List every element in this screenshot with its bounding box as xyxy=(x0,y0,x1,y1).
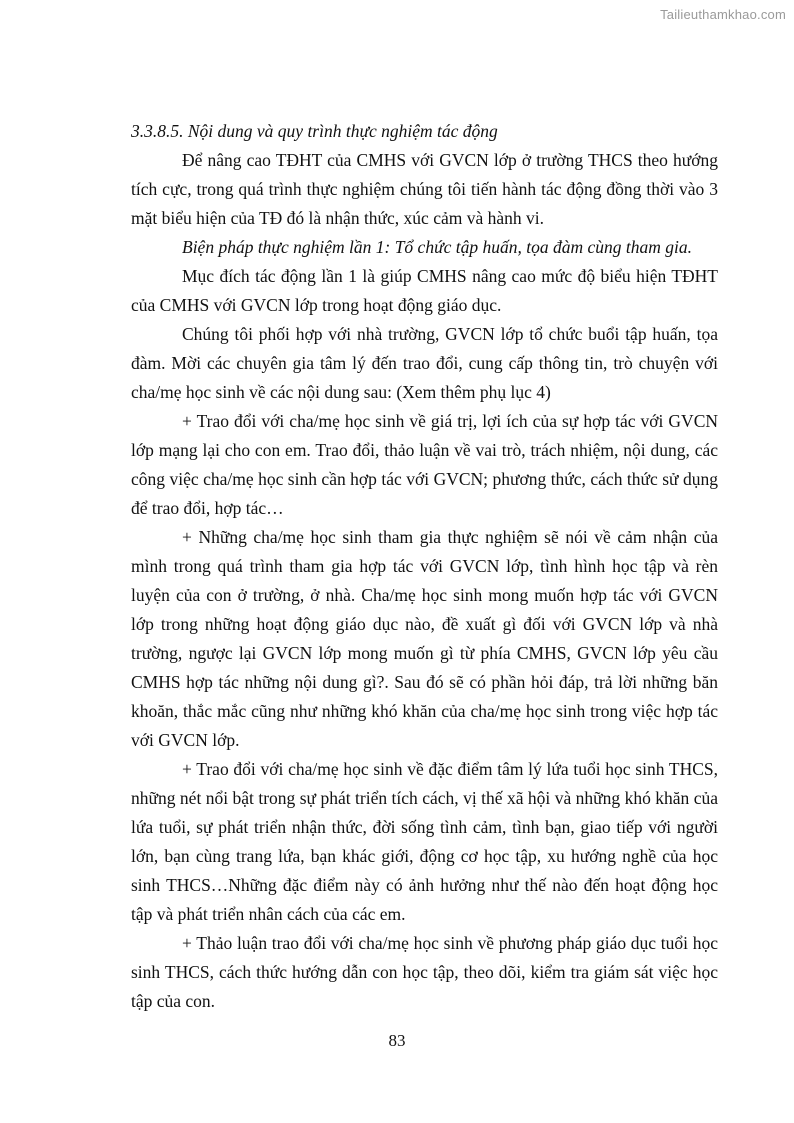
paragraph-item-value: + Trao đổi với cha/mẹ học sinh về giá trị, lợi ích của sự hợp tác với GVCN lớp mạng lại cho con em. Trao đổi, thảo luận về vai trò, trách nhiệm, nội dung, các công việc cha/mẹ học sinh cần hợp tác với GVCN; phương thức, cách thức sử dụng để trao đổi, hợp tác… xyxy=(131,411,718,518)
paragraph-item-methods: + Thảo luận trao đổi với cha/mẹ học sinh về phương pháp giáo dục tuổi học sinh THCS, cách thức hướng dẫn con học tập, theo dõi, kiểm tra giám sát việc học tập của con. xyxy=(131,933,718,1011)
paragraph-purpose: Mục đích tác động lần 1 là giúp CMHS nâng cao mức độ biểu hiện TĐHT của CMHS với GVCN lớp trong hoạt động giáo dục. xyxy=(131,266,718,315)
paragraph-intro: Để nâng cao TĐHT của CMHS với GVCN lớp ở trường THCS theo hướng tích cực, trong quá trình thực nghiệm chúng tôi tiến hành tác động đồng thời vào 3 mặt biểu hiện của TĐ đó là nhận thức, xúc cảm và hành vi. xyxy=(131,150,718,228)
document-body xyxy=(131,117,718,1016)
paragraph-item-feedback: + Những cha/mẹ học sinh tham gia thực nghiệm sẽ nói về cảm nhận của mình trong quá trình tham gia hợp tác với GVCN lớp, tình hình học tập và rèn luyện của con ở trường, ở nhà. Cha/mẹ học sinh mong muốn hợp tác với GVCN lớp trong những hoạt động giáo dục nào, đề xuất gì đối với GVCN lớp và nhà trường, ngược lại GVCN lớp mong muốn gì từ phía CMHS, GVCN lớp yêu cầu CMHS hợp tác những nội dung gì?. Sau đó sẽ có phần hỏi đáp, trả lời những băn khoăn, thắc mắc cũng như những khó khăn của cha/mẹ học sinh trong việc hợp tác với GVCN lớp. xyxy=(131,527,718,750)
paragraph-item-psychology: + Trao đổi với cha/mẹ học sinh về đặc điểm tâm lý lứa tuổi học sinh THCS, những nét nổi bật trong sự phát triển tích cách, vị thế xã hội và những khó khăn của lứa tuổi, sự phát triển nhận thức, đời sống tình cảm, tình bạn, giao tiếp với người lớn, bạn cùng trang lứa, bạn khác giới, động cơ học tập, xu hướng nghề của học sinh THCS…Những đặc điểm này có ảnh hưởng như thế nào đến hoạt động học tập và phát triển nhân cách của các em. xyxy=(131,759,718,924)
section-heading: 3.3.8.5. Nội dung và quy trình thực nghiệm tác động xyxy=(131,121,498,141)
page-number: 83 xyxy=(388,1031,406,1050)
paragraph-measure-title: Biện pháp thực nghiệm lần 1: Tổ chức tập huấn, tọa đàm cùng tham gia. xyxy=(182,237,693,257)
paragraph-organization: Chúng tôi phối hợp với nhà trường, GVCN lớp tổ chức buổi tập huấn, tọa đàm. Mời các chuyên gia tâm lý đến trao đổi, cung cấp thông tin, trò chuyện với cha/mẹ học sinh về các nội dung sau: (Xem thêm phụ lục 4) xyxy=(131,324,718,402)
watermark: Tailieuthamkhao.com xyxy=(660,7,786,22)
